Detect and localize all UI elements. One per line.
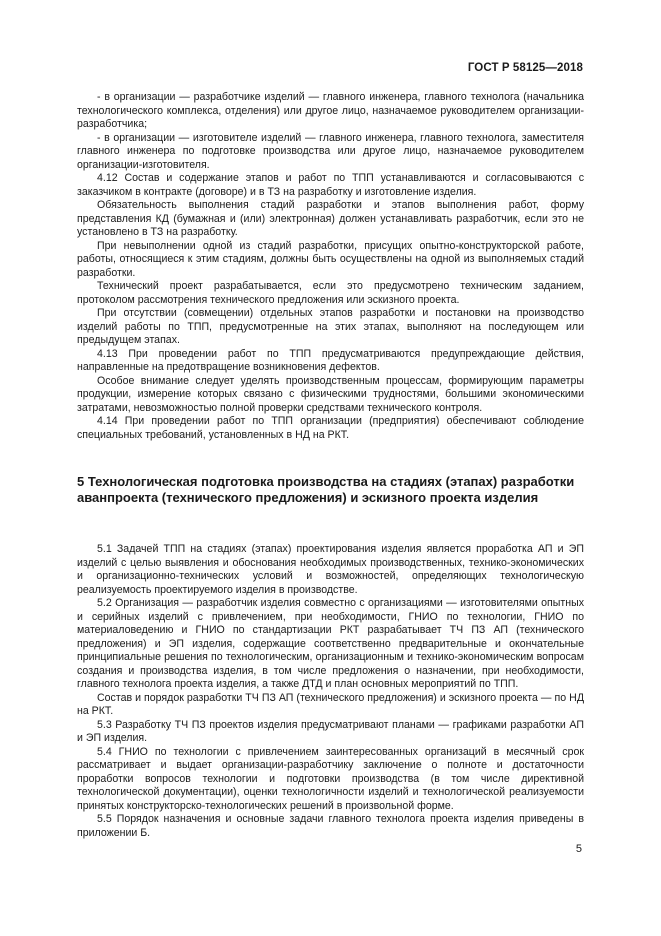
section-5-body [77, 543, 584, 840]
paragraph: 5.2 Организация — разработчик изделия совместно с организациями — изготовителями опытных и серийных изделий с привлечением, при необходимости, ГНИО по технологии, ГНИО по материаловедению и ГНИО по стандартизации РКТ разрабатывает ТЧ ПЗ АП (технического предложения) и ЭП изделия, содержащие соответственно предварительные и окончательные принципиальные решения по технологическим, организационным и технико-экономическим вопросам создания и производства изделия, в том числе предложения о назначении, при необходимости, главного технолога проекта изделия, а также ДТД и план основных мероприятий по ТПП. [77, 597, 584, 690]
paragraph: 5.4 ГНИО по технологии с привлечением заинтересованных организаций в месячный срок рассматривает и выдает организации-разработчику заключение о полноте и достаточности проработки вопросов технологии и подготовки производства (в том числе директивной технологической документации), оценки технологичности изделий и технологической реализуемости принятых конструкторско-технологических решений в произвольной форме. [77, 745, 584, 812]
section-4-continuation [77, 91, 584, 442]
paragraph: Особое внимание следует уделять производственным процессам, формирующим параметры продукции, измерение которых связано с физическими трудностями, большими экономическими затратами, невозможностью полной проверки средствами технического контроля. [77, 374, 584, 414]
section-5-heading: 5 Технологическая подготовка производства на стадиях (этапах) разработки аванпроекта (технического предложения) и эскизного проекта изделия [77, 474, 575, 505]
paragraph: Обязательность выполнения стадий разработки и этапов выполнения работ, форму представления КД (бумажная и (или) электронная) должен устанавливать разработчик, если это не установлено в ТЗ на разработку. [77, 199, 584, 238]
paragraph: 4.12 Состав и содержание этапов и работ по ТПП устанавливаются и согласовываются с заказчиком в контракте (договоре) и в ТЗ на разработку и изготовление изделия. [77, 172, 584, 198]
paragraph: 5.1 Задачей ТПП на стадиях (этапах) проектирования изделия является проработка АП и ЭП изделий с целью выявления и обоснования необходимых производственных, технико-экономических и организационно-технических условий и возможностей, определяющих технологическую реализуемость проектируемого изделия в производстве. [77, 543, 584, 596]
paragraph: 5.5 Порядок назначения и основные задачи главного технолога проекта изделия приведены в приложении Б. [77, 813, 584, 839]
paragraph: 4.14 При проведении работ по ТПП организации (предприятия) обеспечивают соблюдение специальных требований, установленных в НД на РКТ. [77, 415, 584, 441]
paragraph: При отсутствии (совмещении) отдельных этапов разработки и постановки на производство изделий работы по ТПП, предусмотренные на этих этапах, выполняют на последующем или предыдущем этапах. [77, 307, 584, 346]
page-number: 5 [575, 843, 582, 855]
paragraph: Технический проект разрабатывается, если это предусмотрено техническим заданием, протоколом рассмотрения технического предложения или эскизного проекта. [77, 280, 584, 306]
paragraph: Состав и порядок разработки ТЧ ПЗ АП (технического предложения) и эскизного проекта — по НД на РКТ. [77, 691, 584, 717]
paragraph: - в организации — разработчике изделий — главного инженера, главного технолога (начальника технологического комплекса, отделения) или другое лицо, назначаемое руководителем организации-разработчика; [77, 91, 584, 130]
paragraph: При невыполнении одной из стадий разработки, присущих опытно-конструкторской работе, работы, относящиеся к этим стадиям, должны быть осуществлены на одной из выполняемых стадий разработки. [77, 239, 584, 279]
paragraph: - в организации — изготовителе изделий — главного инженера, главного технолога, заместителя главного инженера по подготовке производства или другое лицо, назначаемое руководителем организации-изготовителя. [77, 131, 584, 171]
paragraph: 5.3 Разработку ТЧ ПЗ проектов изделия предусматривают планами — графиками разработки АП и ЭП изделия. [77, 718, 584, 744]
standard-code-header: ГОСТ Р 58125—2018 [467, 62, 583, 74]
paragraph: 4.13 При проведении работ по ТПП предусматриваются предупреждающие действия, направленные на предотвращение возникновения дефектов. [77, 347, 584, 373]
